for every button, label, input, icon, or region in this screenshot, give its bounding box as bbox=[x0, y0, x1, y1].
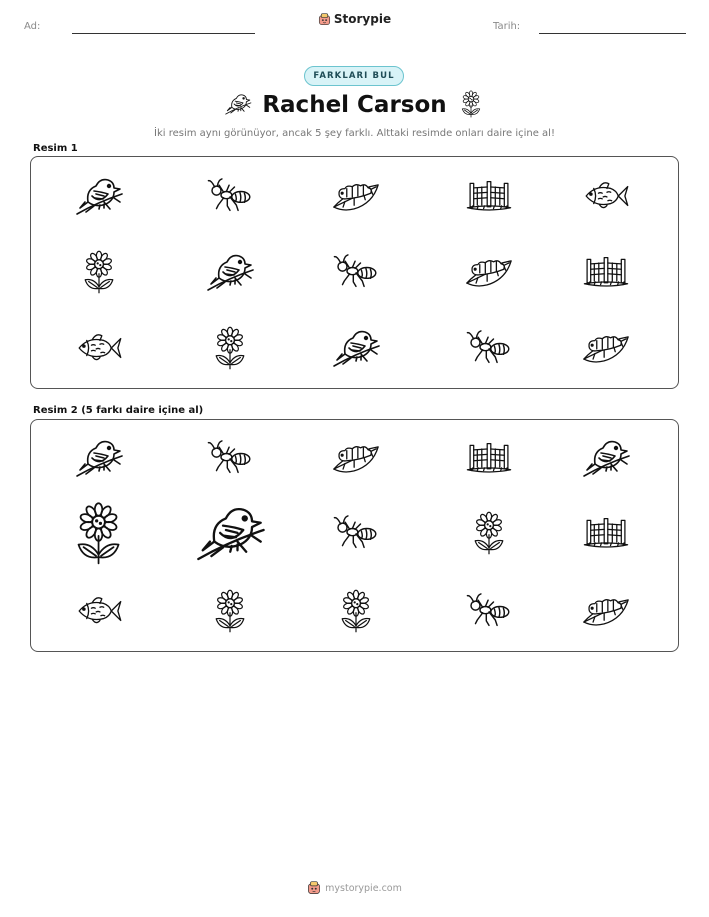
ant-icon[interactable] bbox=[466, 593, 512, 629]
ant-icon[interactable] bbox=[207, 440, 253, 476]
bird-icon[interactable] bbox=[74, 436, 124, 480]
fence-icon[interactable] bbox=[583, 515, 629, 551]
fence-icon bbox=[466, 178, 512, 214]
bird-icon bbox=[331, 326, 381, 370]
caterpillar-icon bbox=[582, 331, 630, 365]
fence-icon[interactable] bbox=[466, 440, 512, 476]
bird-icon bbox=[74, 174, 124, 218]
picture-2-label: Resim 2 (5 farkı daire içine al) bbox=[33, 405, 204, 416]
storypie-icon bbox=[307, 881, 321, 895]
flower-icon[interactable] bbox=[470, 510, 508, 556]
storypie-icon bbox=[318, 13, 331, 26]
bird-icon[interactable] bbox=[194, 501, 267, 565]
page-title: Rachel Carson bbox=[262, 92, 447, 118]
activity-badge: FARKLARI BUL bbox=[304, 66, 404, 86]
flower-icon[interactable] bbox=[211, 588, 249, 634]
fish-icon bbox=[582, 179, 630, 213]
footer bbox=[0, 881, 709, 898]
brand-logo bbox=[0, 12, 709, 29]
footer-url[interactable]: mystorypie.com bbox=[325, 882, 402, 894]
ant-icon bbox=[466, 330, 512, 366]
date-label: Tarih: bbox=[493, 21, 521, 32]
flower-icon bbox=[459, 90, 483, 118]
brand-name: Storypie bbox=[333, 12, 392, 26]
picture-1-label: Resim 1 bbox=[33, 143, 78, 154]
bird-icon bbox=[205, 250, 255, 294]
fish-icon[interactable] bbox=[75, 594, 123, 628]
fish-icon bbox=[75, 331, 123, 365]
flower-icon[interactable] bbox=[71, 500, 126, 567]
ant-icon[interactable] bbox=[333, 515, 379, 551]
caterpillar-icon[interactable] bbox=[332, 441, 380, 475]
caterpillar-icon bbox=[465, 255, 513, 289]
flower-icon bbox=[211, 325, 249, 371]
fence-icon bbox=[583, 254, 629, 290]
caterpillar-icon[interactable] bbox=[582, 594, 630, 628]
name-label: Ad: bbox=[24, 21, 41, 32]
bird-icon[interactable] bbox=[581, 436, 631, 480]
instructions: İki resim aynı görünüyor, ancak 5 şey farklı. Alttaki resimde onları daire içine al! bbox=[154, 128, 555, 139]
caterpillar-icon bbox=[332, 179, 380, 213]
name-field-line[interactable] bbox=[72, 33, 255, 34]
date-field-line[interactable] bbox=[539, 33, 686, 34]
flower-icon[interactable] bbox=[337, 588, 375, 634]
ant-icon bbox=[207, 178, 253, 214]
flower-icon bbox=[80, 249, 118, 295]
ant-icon bbox=[333, 254, 379, 290]
